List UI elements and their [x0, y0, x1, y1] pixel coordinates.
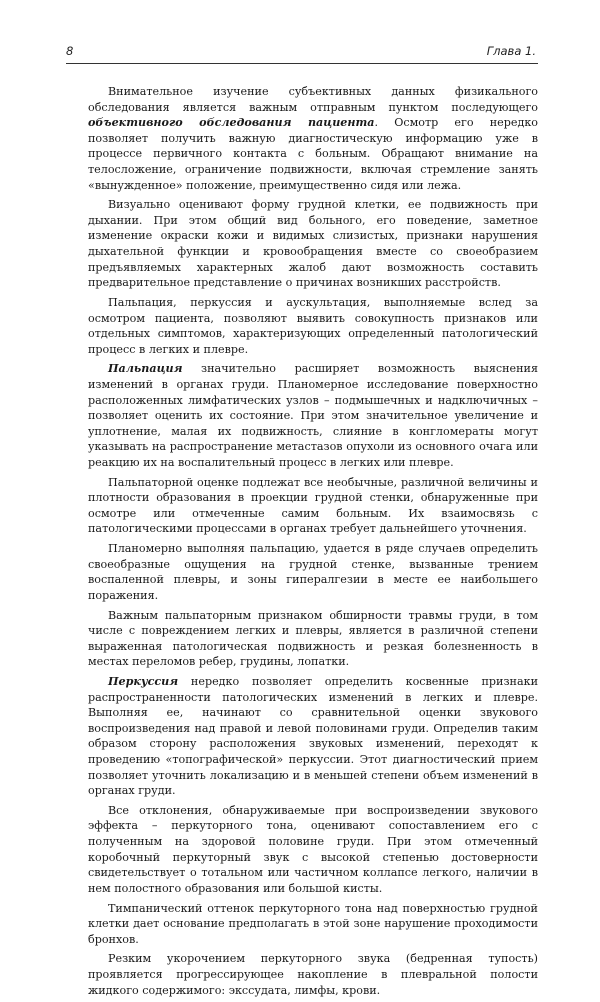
paragraph-text: Пальпация, перкуссия и аускультация, выполняемые вслед за осмотром пациента, позволяют выявить совокупность признаков или отдельных симптомов, характеризующих определенный патологический процесс в легких и плевре. — [88, 295, 538, 356]
paragraph-text: . Осмотр его нередко позволяет получить важную диагностическую информацию уже в процессе первичного контакта с больным. Обращают внимание на телосложение, ограничение подвижности, включая стремление занять «вынужденное» положение, преимущественно сидя или лежа. — [88, 116, 538, 192]
paragraph — [88, 674, 538, 799]
emphasized-term: Пальпация — [108, 362, 183, 376]
paragraph — [88, 475, 538, 537]
paragraph — [88, 803, 538, 897]
paragraph-text: Резким укорочением перкуторного звука (бедренная тупость) проявляется прогрессирующее накопление в плевральной полости жидкого содержимого: экссудата, лимфы, крови. — [88, 952, 538, 997]
page-number: 8 — [66, 44, 74, 58]
paragraph — [88, 295, 538, 357]
paragraph — [88, 608, 538, 670]
paragraph-text: нередко позволяет определить косвенные признаки распространенности патологических изменений в легких и плевре. Выполняя ее, начинают со сравнительной оценки звукового воспроизведения над правой и левой половинами груди. Определив таким образом сторону расположения звуковых изменений, переходят к проведению «топографической» перкуссии. Этот диагностический прием позволяет уточнить локализацию и в меньшей степени объем изменений в органах груди. — [88, 675, 538, 798]
chapter-title: Глава 1. — [486, 44, 536, 58]
running-header — [66, 44, 536, 60]
paragraph — [88, 361, 538, 470]
emphasized-term: Перкуссия — [108, 675, 179, 689]
header-rule — [66, 63, 538, 64]
paragraph — [88, 951, 538, 998]
paragraph-text: Внимательное изучение субъективных данных физикального обследования является важным отправным пунктом последующего — [88, 85, 538, 114]
paragraph-text: Планомерно выполняя пальпацию, удается в ряде случаев определить своеобразные ощущения на грудной стенке, вызванные трением воспаленной плевры, и зоны гипералгезии в месте ее наибольшего поражения. — [88, 542, 538, 602]
paragraph-text: Все отклонения, обнаруживаемые при воспроизведении звукового эффекта – перкуторного тона, оценивают сопоставлением его с полученным на здоровой половине груди. При этом отмеченный коробочный перкуторный звук с высокой степенью достоверности свидетельствует о тотальном или частичном коллапсе легкого, наличии в нем полостного образования или большой кисты. — [88, 803, 538, 895]
paragraph — [88, 84, 538, 193]
paragraph-text: Тимпанический оттенок перкуторного тона над поверхностью грудной клетки дает основание предполагать в этой зоне нарушение проходимости бронхов. — [88, 901, 538, 946]
paragraph — [88, 901, 538, 948]
paragraph-text: Визуально оценивают форму грудной клетки, ее подвижность при дыхании. При этом общий вид больного, его поведение, заметное изменение окраски кожи и видимых слизистых, признаки нарушения дыхательной функции и кровообращения вместе со своеобразием предъявляемых характерных жалоб дают возможность составить предварительное представление о причинах возникших расстройств. — [88, 198, 538, 290]
paragraph-text: Важным пальпаторным признаком обширности травмы груди, в том числе с повреждением легких и плевры, является в различной степени выраженная патологическая подвижность и резкая болезненность в местах переломов ребер, грудины, лопатки. — [88, 608, 538, 669]
paragraph-text: Пальпаторной оценке подлежат все необычные, различной величины и плотности образования в проекции грудной стенки, обнаруженные при осмотре или отмеченные самим больным. Их взаимосвязь с патологическими процессами в органах требует дальнейшего уточнения. — [88, 475, 538, 536]
paragraph — [88, 197, 538, 291]
emphasized-term: объективного обследования пациента — [88, 116, 375, 130]
paragraph-text: значительно расширяет возможность выяснения изменений в органах груди. Планомерное исследование поверхностно расположенных лимфатических узлов – подмышечных и надключичных – позволяет оценить их состояние. При этом значительное увеличение и уплотнение, малая их подвижность, слияние в конгломераты могут указывать на распространение метастазов опухоли из основного очага или реакцию их на воспалительный процесс в легких или плевре. — [88, 362, 538, 469]
body-text — [88, 84, 538, 1002]
paragraph — [88, 541, 538, 603]
